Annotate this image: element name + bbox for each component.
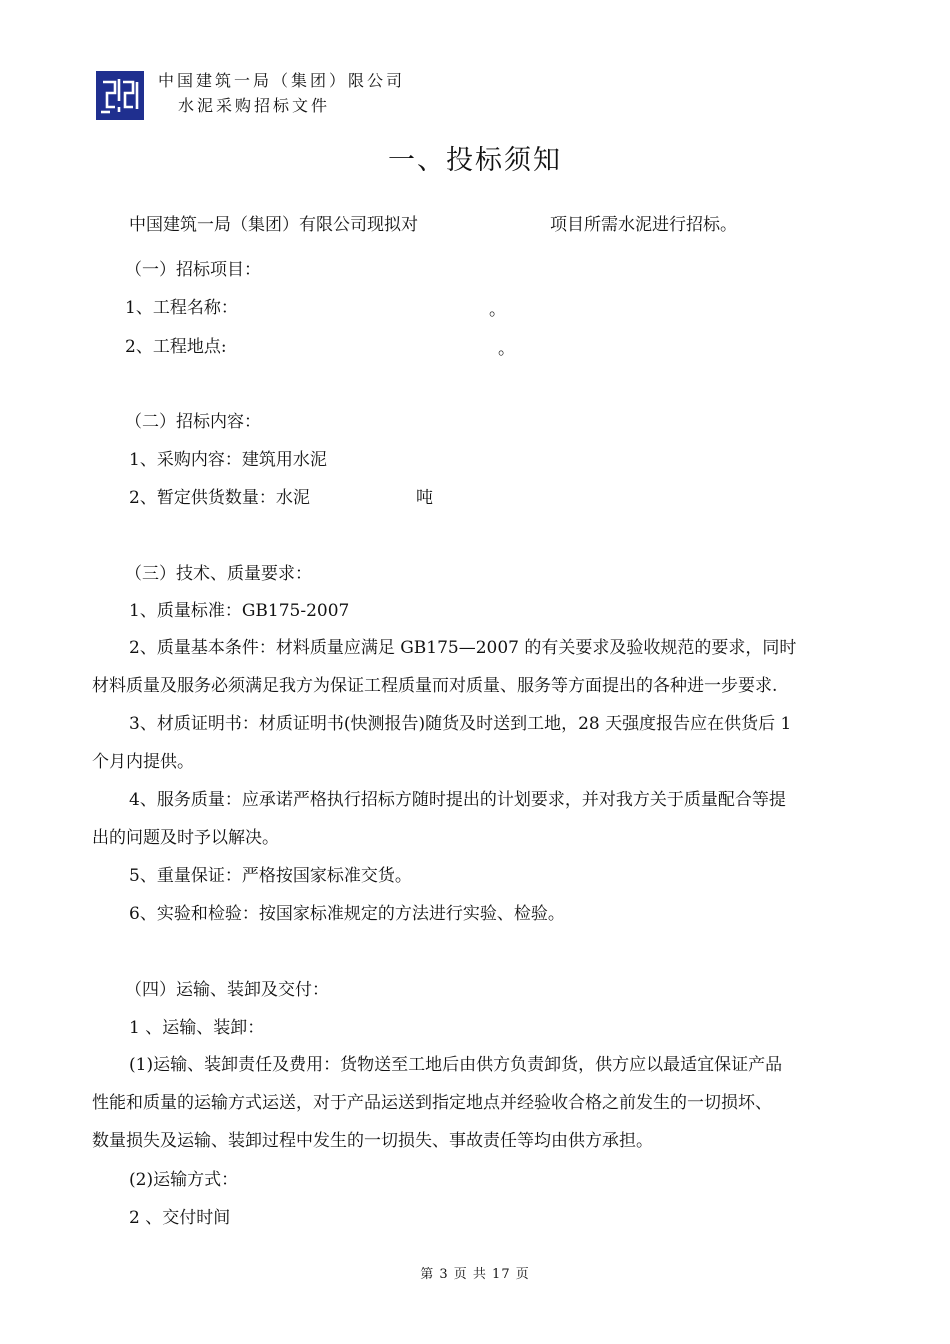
s2-item2-unit: 吨: [416, 488, 433, 508]
intro-part1: 中国建筑一局（集团）有限公司现拟对: [129, 215, 418, 235]
s3-item1: 1、质量标准：GB175-2007: [129, 601, 350, 621]
s3-item2-line1: 2、质量基本条件：材料质量应满足 GB175—2007 的有关要求及验收规范的要求，同时: [129, 638, 797, 658]
s2-heading: （二）招标内容：: [125, 412, 261, 432]
s3-item3-line1: 3、材质证明书：材质证明书(快测报告)随货及时送到工地，28 天强度报告应在供货后 1: [129, 714, 792, 734]
s4-p2: (2)运输方式：: [129, 1170, 239, 1190]
s1-item1-label: 1、工程名称：: [125, 298, 238, 318]
header-doc-title: 水泥采购招标文件: [178, 96, 331, 115]
s3-item4-line1: 4、服务质量：应承诺严格执行招标方随时提出的计划要求，并对我方关于质量配合等提: [129, 790, 786, 810]
s3-item5: 5、重量保证：严格按国家标准交货。: [129, 866, 412, 886]
s3-item2-line2: 材料质量及服务必须满足我方为保证工程质量而对质量、服务等方面提出的各种进一步要求.: [92, 676, 778, 696]
s4-p1-line3: 数量损失及运输、装卸过程中发生的一切损失、事故责任等均由供方承担。: [92, 1131, 653, 1151]
s1-heading: （一）招标项目：: [125, 260, 261, 280]
s3-item3-line2: 个月内提供。: [92, 752, 194, 772]
s2-item2-label: 2、暂定供货数量：水泥: [129, 488, 310, 508]
s3-item4-line2: 出的问题及时予以解决。: [92, 828, 279, 848]
s3-heading: （三）技术、质量要求：: [125, 564, 312, 584]
s2-item1: 1、采购内容：建筑用水泥: [129, 450, 327, 470]
company-logo: [96, 71, 144, 120]
s1-item1-end: 。: [489, 300, 506, 320]
s4-item2: 2 、交付时间: [129, 1208, 231, 1228]
s4-item1: 1 、运输、装卸：: [129, 1018, 265, 1038]
page-number: 第 3 页 共 17 页: [420, 1267, 530, 1282]
s4-p1-line2: 性能和质量的运输方式运送，对于产品运送到指定地点并经验收合格之前发生的一切损坏、: [92, 1093, 772, 1113]
s1-item2-end: 。: [498, 339, 515, 359]
header-company: 中国建筑一局（集团）限公司: [158, 71, 406, 90]
s1-item2-label: 2、工程地点:: [125, 337, 227, 357]
s3-item6: 6、实验和检验：按国家标准规定的方法进行实验、检验。: [129, 904, 565, 924]
section-title: 一、投标须知: [388, 145, 562, 176]
intro-part2: 项目所需水泥进行招标。: [550, 215, 737, 235]
s4-p1-line1: (1)运输、装卸责任及费用：货物送至工地后由供方负责卸货，供方应以最适宜保证产品: [129, 1055, 783, 1075]
s4-heading: （四）运输、装卸及交付：: [125, 980, 329, 1000]
